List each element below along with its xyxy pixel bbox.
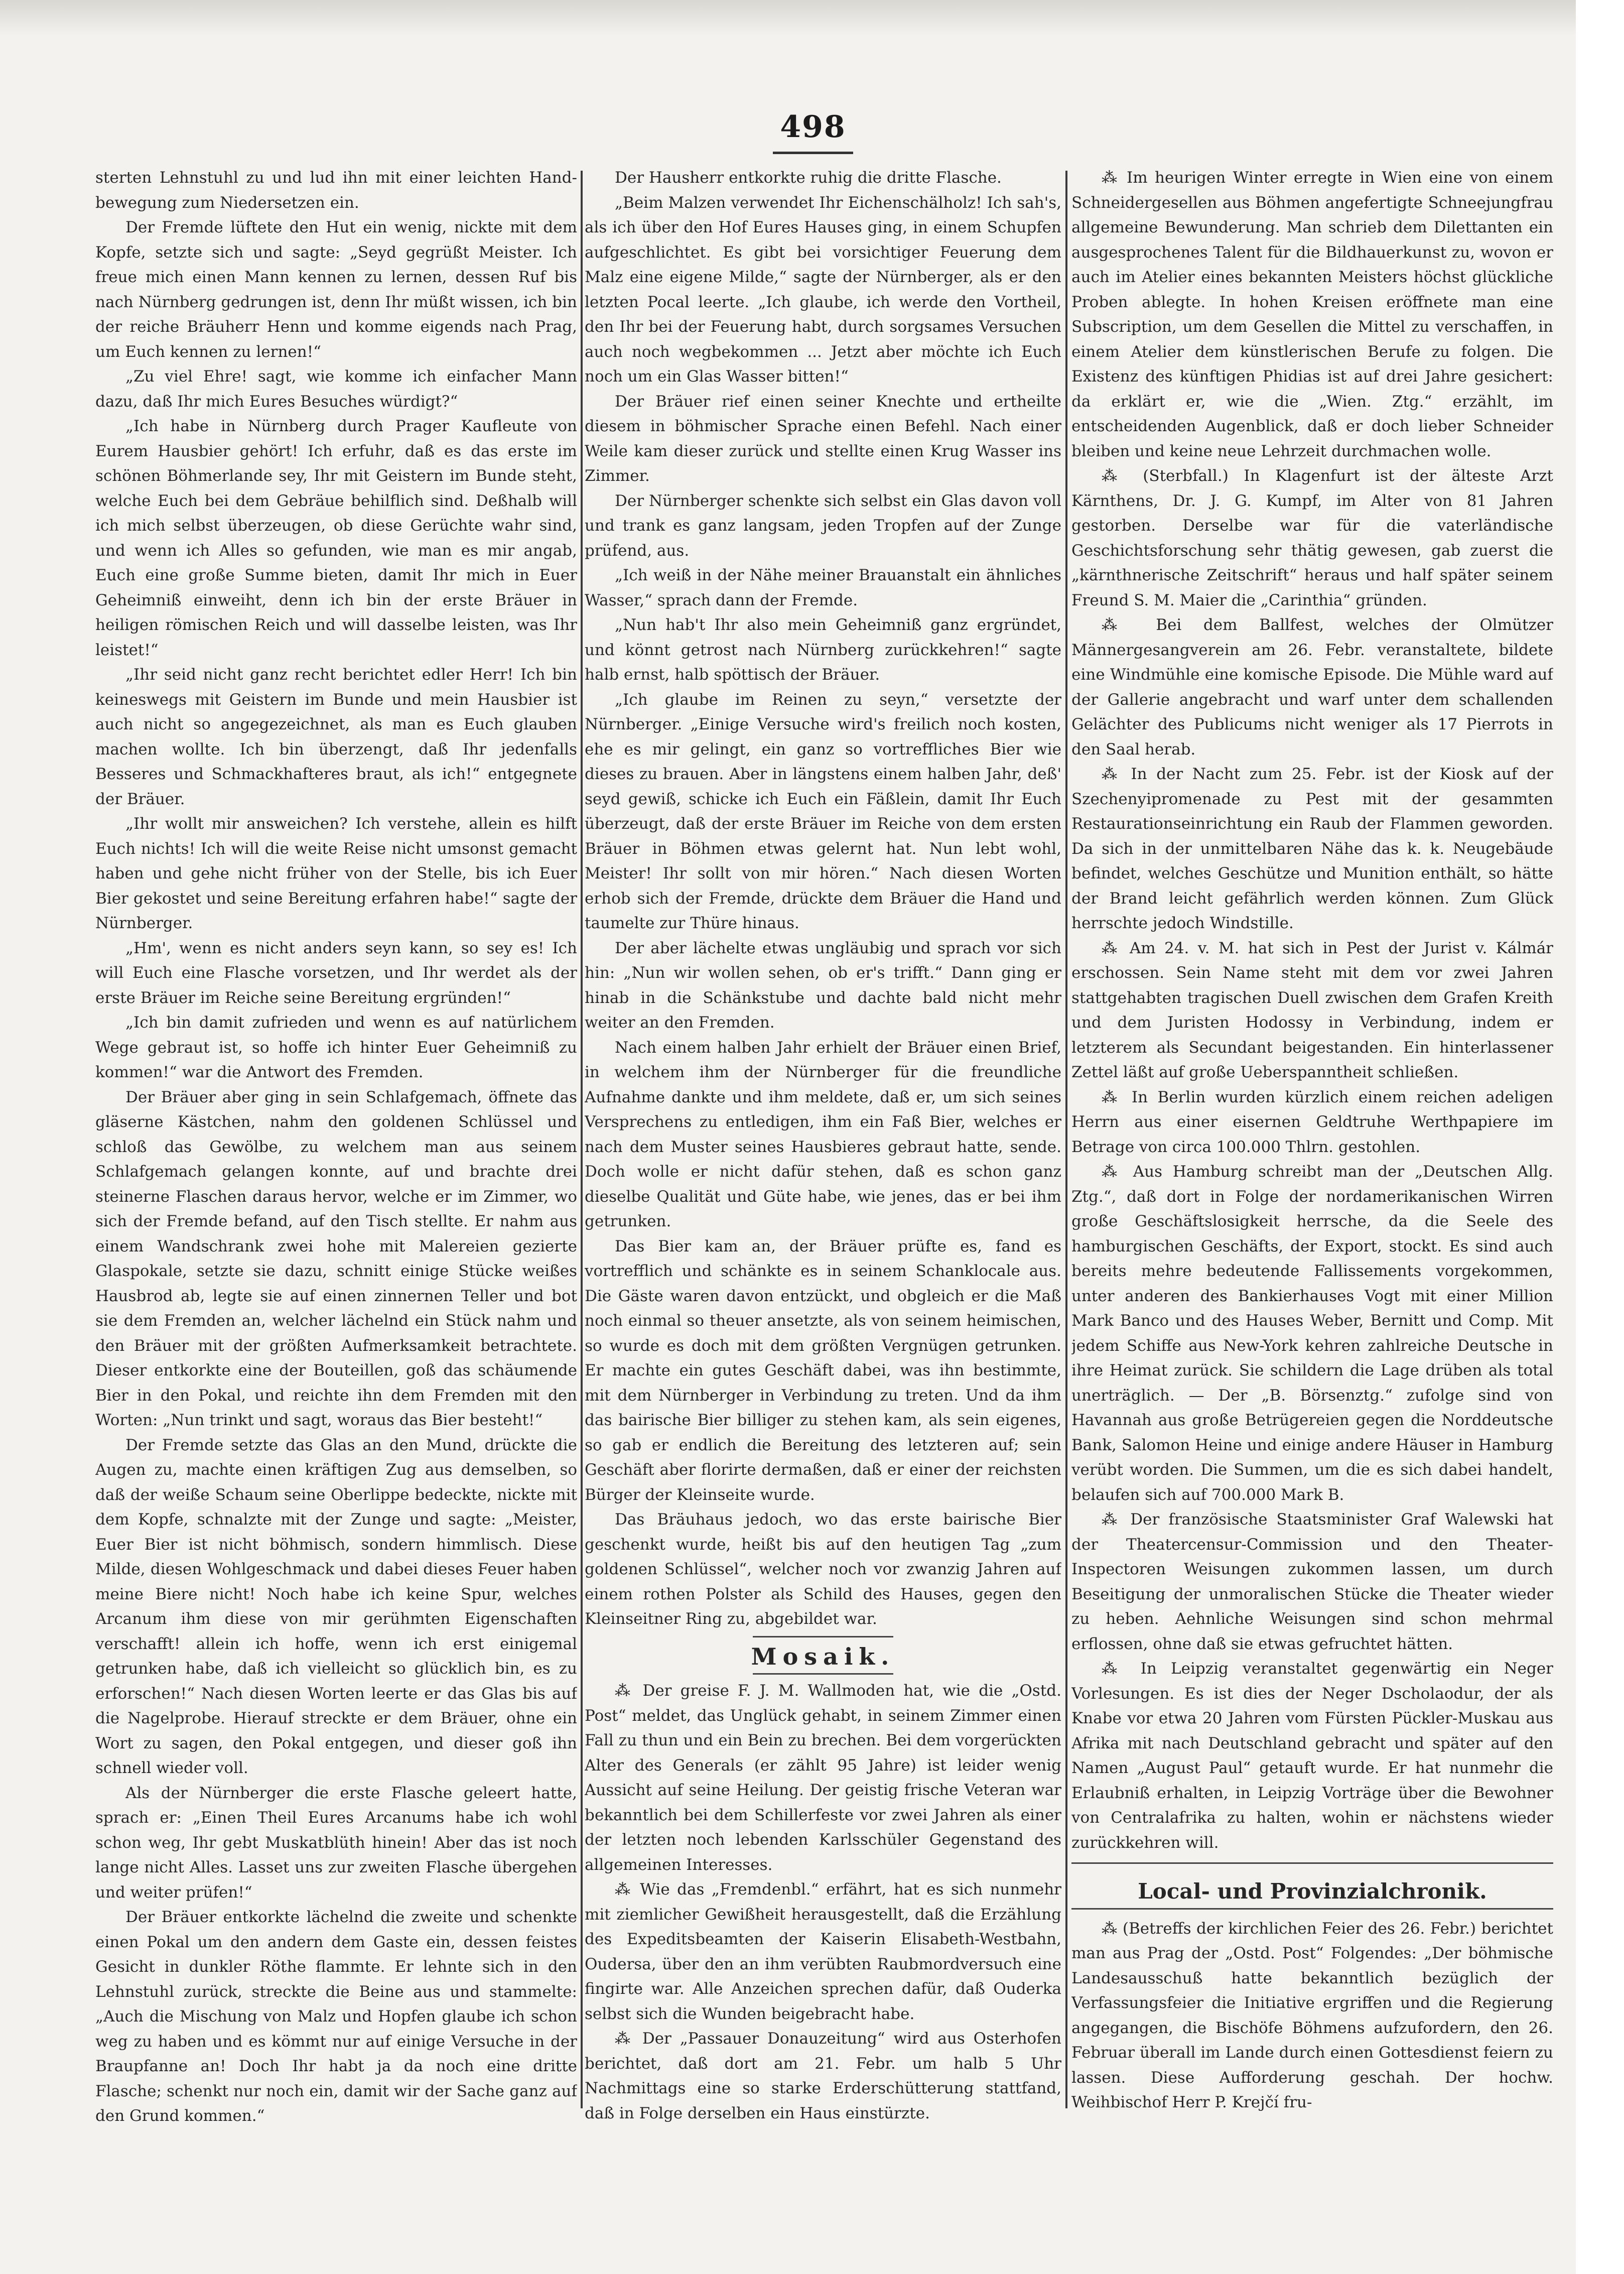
news-item: ⁂ (Betreffs der kirchlichen Feier des 26. Febr.) berichtet man aus Prag der „Ostd. Post“ Folgendes: „Der böhmische Landesausschuß hatte bekanntlich bezüglich der Verfassungsfeier die Initiative ergriffen und die Regierung angegangen, die Bischöfe Böhmens aufzufordern, den 26. Februar überall im Lande durch einen Gottesdienst feiern zu lassen. Diese Aufforderung geschah. Der hochw. Weihbischof Herr P. Krejčí fru- (1071, 1919, 1553, 2111)
news-item: ⁂ Der greise F. J. M. Wallmoden hat, wie die „Ostd. Post“ meldet, das Unglück gehabt, in seinem Zimmer einen Fall zu thun und ein Bein zu brechen. Bei dem vorgerückten Alter des Generals (er zählt 95 Jahre) ist leider wenig Aussicht auf seine Heilung. Der geistig frische Veteran war bekanntlich bei dem Schillerfeste vor zwei Jahren als einer der letzten noch lebenden Karlsschüler Gegenstand des allgemeinen Interesses. (585, 1682, 1061, 1874)
paragraph: sterten Lehnstuhl zu und lud ihn mit einer leichten Hand-bewegung zum Niedersetzen ein. (95, 169, 577, 212)
section-rule (1071, 1908, 1553, 1910)
paragraph: Nach einem halben Jahr erhielt der Bräuer einen Brief, in welchem ihm der Nürnberger für die freundliche Aufnahme dankte und ihm meldete, daß er, um sich seines Versprechens zu entledigen, ihm ein Faß Bier, welches er nach dem Muster seines Hausbieres gebraut hatte, sende. Doch wolle er nicht dafür stehen, daß es schon ganz dieselbe Qualität und Güte habe, wie jenes, das er bei ihm getrunken. (585, 1038, 1061, 1230)
section-rule (1071, 1862, 1553, 1864)
paragraph: Der Bräuer entkorkte lächelnd die zweite und schenkte einen Pokal um den andern dem Gaste ein, dessen feistes Gesicht in dunkler Röthe flammte. Er lehnte sich in den Lehnstuhl zurück, streckte die Beine aus und stammelte: „Auch die Mischung von Malz und Hopfen glaube ich schon weg zu haben und es kömmt nur auf einige Versuche in der Braupfanne an! Doch Ihr habt ja da noch eine dritte Flasche; schenkt nur noch ein, damit wir der Sache ganz auf den Grund kommen.“ (95, 1908, 577, 2125)
news-item: ⁂ Im heurigen Winter erregte in Wien eine von einem Schneidergesellen aus Böhmen angefertigte Schneejungfrau allgemeine Bewunderung. Man schrieb dem Dilettanten ein ausgesprochenes Talent für die Bildhauerkunst zu, wovon er auch im Atelier eines bekannten Meisters höchst glückliche Proben ablegte. In hohen Kreisen eröffnete man eine Subscription, um dem Gesellen die Mittel zu verschaffen, in einem Atelier dem künstlerischen Berufe zu folgen. Die Existenz des künftigen Phidias ist auf drei Jahre gesichert: da erklärt er, wie die „Wien. Ztg.“ erzählt, im entscheidenden Augenblick, daß er doch lieber Schneider bleiben und keine neue Lehrzeit durchmachen wolle. (1071, 169, 1553, 460)
section-rule (753, 1636, 893, 1637)
page-number-underline (773, 152, 853, 154)
news-item: ⁂ Am 24. v. M. hat sich in Pest der Jurist v. Kálmár erschossen. Sein Name steht mit dem vor zwei Jahren stattgehabten tragischen Duell zwischen dem Grafen Kreith und dem Juristen Hodossy in Verbindung, indem er letzterem als Secundant beigestanden. Ein hinterlassener Zettel läßt auf große Ueberspanntheit schließen. (1071, 939, 1553, 1081)
news-item: ⁂ Aus Hamburg schreibt man der „Deutschen Allg. Ztg.“, daß dort in Folge der nordamerikanischen Wirren große Geschäftslosigkeit herrsche, da die Seele des hamburgischen Geschäfts, der Export, stockt. Es sind auch bereits mehre bedeutende Fallissements vorgekommen, unter anderen des Bankierhauses Vogt mit einer Million Mark Banco und des Hauses Weber, Bernitt und Comp. Mit jedem Schiffe aus New-York kehren zahlreiche Deutsche in ihre Heimat zurück. Sie schildern die Lage drüben als total unerträglich. — Der „B. Börsenztg.“ zufolge sind von Havannah aus große Betrügereien gegen die Norddeutsche Bank, Salomon Heine und einige andere Häuser in Hamburg verübt worden. Die Summen, um die es sich dabei handelt, belaufen sich auf 700.000 Mark B. (1071, 1163, 1553, 1504)
paragraph: „Nun hab't Ihr also mein Geheimniß ganz ergründet, und könnt getrost nach Nürnberg zurückkehren!“ sagte halb ernst, halb spöttisch der Bräuer. (585, 616, 1061, 684)
news-item: ⁂ (Sterbfall.) In Klagenfurt ist der älteste Arzt Kärnthens, Dr. J. G. Kumpf, im Alter von 81 Jahren gestorben. Derselbe war für die vaterländische Geschichtsforschung sehr thätig gewesen, gab zuerst die „kärnthnerische Zeitschrift“ heraus und half später seinem Freund S. M. Maier die „Carinthia“ gründen. (1071, 467, 1553, 609)
paragraph: Der Fremde lüftete den Hut ein wenig, nickte mit dem Kopfe, setzte sich und sagte: „Seyd gegrüßt Meister. Ich freue mich einen Mann kennen zu lernen, dessen Ruf bis nach Nürnberg gedrungen ist, denn Ihr müßt wissen, ich bin der reiche Bräuherr Henn und komme eigends nach Prag, um Euch kennen zu lernen!“ (95, 218, 577, 361)
paragraph: Das Bräuhaus jedoch, wo das erste bairische Bier geschenkt wurde, heißt bis auf den heutigen Tag „zum goldenen Schlüssel“, welcher noch vor zwanzig Jahren auf einem rothen Polster als Schild des Hauses, gegen den Kleinseitner Ring zu, abgebildet war. (585, 1510, 1061, 1628)
news-item: ⁂ Der „Passauer Donauzeitung“ wird aus Osterhofen berichtet, daß dort am 21. Febr. um halb 5 Uhr Nachmittags eine so starke Erderschütterung stattfand, daß in Folge derselben ein Haus einstürzte. (585, 2030, 1061, 2122)
news-item: ⁂ Wie das „Fremdenbl.“ erfährt, hat es sich nunmehr mit ziemlicher Gewißheit herausgestellt, daß die Erzählung des Expeditsbeamten der Kaiserin Elisabeth-Westbahn, Oudersa, über den an ihm verübten Raubmordversuch eine fingirte war. Alle Anzeichen sprechen dafür, daß Ouderka selbst sich die Wunden beigebracht habe. (585, 1880, 1061, 2023)
paragraph: „Ich bin damit zufrieden und wenn es auf natürlichem Wege gebraut ist, so hoffe ich hinter Euer Geheimniß zu kommen!“ war die Antwort des Fremden. (95, 1014, 577, 1081)
news-item: ⁂ In der Nacht zum 25. Febr. ist der Kiosk auf der Szechenyipromenade zu Pest mit der gesammten Restaurationseinrichtung ein Raub der Flammen geworden. Da sich in der unmittelbaren Nähe das k. k. Neugebäude befindet, welches Geschütze und Munition enthält, so hätte der Brand leicht gefährlich werden können. Zum Glück herrschte jedoch Windstille. (1071, 765, 1553, 932)
column-divider-2 (1065, 171, 1067, 2108)
page-edge (1576, 0, 1624, 2274)
paragraph: Der Nürnberger schenkte sich selbst ein Glas davon voll und trank es ganz langsam, jeden Tropfen auf der Zunge prüfend, aus. (585, 491, 1061, 560)
news-item: ⁂ Bei dem Ballfest, welches der Olmützer Männergesangverein am 26. Febr. veranstaltete, bildete eine Windmühle eine komische Episode. Die Mühle ward auf der Gallerie angebracht und warf unter dem schallenden Gelächter des Publicums nicht weniger als 17 Pierrots in den Saal herab. (1071, 616, 1553, 759)
paragraph: Der Fremde setzte das Glas an den Mund, drückte die Augen zu, machte einen kräftigen Zug aus demselben, so daß der weiße Schaum seine Oberlippe bedeckte, nickte mit dem Kopfe, schnalzte mit der Zunge und sagte: „Meister, Euer Bier ist nicht böhmisch, sondern himmlisch. Diese Milde, diesen Wohlgeschmack und dabei dieses Feuer haben meine Biere nicht! Noch habe ich keine Spur, welches Arcanum ihm diese von mir gerühmten Eigenschaften verschafft! allein ich hoffe, wenn ich erst einigemal getrunken habe, daß ich vielleicht so glücklich bin, es zu erforschen!“ Nach diesen Worten leerte er das Glas bis auf die Nagelprobe. Hierauf streckte er dem Bräuer, ohne ein Wort zu sagen, den Pokal entgegen, und dieser goß ihn schnell wieder voll. (95, 1436, 577, 1777)
news-item: ⁂ Der französische Staatsminister Graf Walewski hat der Theatercensur-Commission und den Theater-Inspectoren Weisungen zukommen lassen, um durch Beseitigung der unmoralischen Stücke die Theater wieder zu heben. Aehnliche Weisungen sind schon mehrmal erflossen, ohne daß sie etwas gefruchtet hätten. (1071, 1510, 1553, 1653)
paragraph: „Ich habe in Nürnberg durch Prager Kaufleute von Eurem Hausbier gehört! Ich erfuhr, daß es das erste im schönen Böhmerlande sey, Ihr mit Geistern im Bunde steht, welche Euch bei dem Gebräue behilflich sind. Deßhalb will ich mich selbst überzeugen, ob diese Gerüchte wahr sind, und wenn ich Alles so gefunden, wie man es mir angab, Euch eine große Summe bieten, damit Ihr mich in Euer Geheimniß einweiht, denn ich bin der erste Bräuer in heiligen römischen Reich und will dasselbe leisten, was Ihr leistet!“ (95, 417, 577, 659)
page-top-shading (0, 0, 1576, 35)
paragraph: Der Bräuer aber ging in sein Schlafgemach, öffnete das gläserne Kästchen, nahm den goldenen Schlüssel und schloß das Gewölbe, zu welchem man aus seinem Schlafgemach gelangen konnte, auf und brachte drei steinerne Flaschen daraus hervor, welche er im Zimmer, wo sich der Fremde befand, auf den Tisch stellte. Er nahm aus einem Wandschrank zwei hohe mit Malereien gezierte Glaspokale, setzte sie dazu, schnitt einige Stücke weißes Hausbrod ab, legte sie auf einen zinnernen Teller und bot sie dem Fremden an, welcher lächelnd ein Stück nahm und den Bräuer mit der größten Aufmerksamkeit betrachtete. Dieser entkorkte eine der Bouteillen, goß das schäumende Bier in den Pokal, und reichte ihn dem Fremden mit den Worten: „Nun trinkt und sagt, woraus das Bier besteht!“ (95, 1088, 577, 1429)
news-item: ⁂ In Leipzig veranstaltet gegenwärtig ein Neger Vorlesungen. Es ist dies der Neger Dscholaodur, der als Knabe vor etwa 20 Jahren vom Fürsten Pückler-Muskau aus Afrika mit nach Deutschland gebracht und später auf den Namen „August Paul“ getauft wurde. Er hat nunmehr die Erlaubniß erhalten, in Leipzig Vorträge über die Bewohner von Centralafrika zu halten, wohin er nächstens wieder zurückkehren will. (1071, 1660, 1553, 1852)
paragraph: „Zu viel Ehre! sagt, wie komme ich einfacher Mann dazu, daß Ihr mich Eures Besuches würdigt?“ (95, 367, 577, 411)
paragraph: „Ich glaube im Reinen zu seyn,“ versetzte der Nürnberger. „Einige Versuche wird's freilich noch kosten, ehe es mir gelingt, ein ganz so vortreffliches Bier wie dieses zu brauen. Aber in längstens einem halben Jahr, deß' seyd gewiß, schicke ich Euch ein Fäßlein, damit Ihr Euch überzeugt, daß der erste Bräuer im Reiche von dem ersten Bräuer in Böhmen etwas gelernt hat. Nun lebt wohl, Meister! Ihr sollt von mir hören.“ Nach diesen Worten erhob sich der Fremde, drückte dem Bräuer die Hand und taumelte zur Thüre hinaus. (585, 690, 1061, 932)
paragraph: „Ihr seid nicht ganz recht berichtet edler Herr! Ich bin keineswegs mit Geistern im Bunde und mein Hausbier ist auch nicht so angegezeichnet, als man es Euch glauben machen wollte. Ich bin überzengt, daß Ihr jedenfalls Besseres und Schmackhafteres braut, als ich!“ entgegnete der Bräuer. (95, 666, 577, 808)
paragraph: „Ich weiß in der Nähe meiner Brauanstalt ein ähnliches Wasser,“ sprach dann der Fremde. (585, 566, 1061, 609)
page-number: 498 (780, 109, 846, 145)
section-heading-mosaik: Mosaik. (751, 1643, 895, 1670)
paragraph: Der Bräuer rief einen seiner Knechte und ertheilte diesem in böhmischer Sprache einen Befehl. Nach einer Weile kam dieser zurück und stellte einen Krug Wasser ins Zimmer. (585, 392, 1061, 485)
section-rule (753, 1673, 893, 1675)
paragraph: Als der Nürnberger die erste Flasche geleert hatte, sprach er: „Einen Theil Eures Arcanums habe ich wohl schon weg, Ihr gebt Muskatblüth hinein! Aber das ist noch lange nicht Alles. Lasset uns zur zweiten Flasche übergehen und weiter prüfen!“ (95, 1784, 577, 1902)
paragraph: „Hm', wenn es nicht anders seyn kann, so sey es! Ich will Euch eine Flasche vorsetzen, und Ihr werdet als der erste Bräuer im Reiche seine Bereitung ergründen!“ (95, 939, 577, 1007)
section-heading-local-chronicle: Local- und Provinzialchronik. (1138, 1879, 1487, 1904)
paragraph: Das Bier kam an, der Bräuer prüfte es, fand es vortrefflich und schänkte es in seinem Schanklocale aus. Die Gäste waren davon entzückt, und obgleich er die Maß noch einmal so theuer ansetzte, als von seinem heimischen, so wurde es doch mit dem größten Vergnügen getrunken. Er machte ein gutes Geschäft dabei, was ihn bestimmte, mit dem Nürnberger in Verbindung zu treten. Und da ihm das bairische Bier billiger zu stehen kam, als sein eigenes, so gab er endlich die Bereitung des letzteren auf; sein Geschäft aber florirte dermaßen, daß er einer der reichsten Bürger der Kleinseite wurde. (585, 1237, 1061, 1504)
column-divider-1 (581, 171, 583, 2108)
news-item: ⁂ In Berlin wurden kürzlich einem reichen adeligen Herrn aus einer eisernen Geldtruhe Werthpapiere im Betrage von circa 100.000 Thlrn. gestohlen. (1071, 1088, 1553, 1156)
paragraph: „Beim Malzen verwendet Ihr Eichenschälholz! Ich sah's, als ich über den Hof Eures Hauses ging, in einem Schupfen aufgeschlichtet. Es gibt bei vorsichtiger Feuerung dem Malz eine eigene Milde,“ sagte der Nürnberger, als er den letzten Pocal leerte. „Ich glaube, ich werde den Vortheil, den Ihr bei der Feuerung habt, durch sorgsames Versuchen auch noch wegbekommen ... Jetzt aber möchte ich Euch noch um ein Glas Wasser bitten!“ (585, 193, 1061, 386)
paragraph: Der Hausherr entkorkte ruhig die dritte Flasche. (615, 169, 1002, 187)
paragraph: „Ihr wollt mir answeichen? Ich verstehe, allein es hilft Euch nichts! Ich will die weite Reise nicht umsonst gemacht haben und gehe nicht früher von der Stelle, bis ich Euer Bier gekostet und seine Bereitung erfahren habe!“ sagte der Nürnberger. (95, 815, 577, 932)
paragraph: Der aber lächelte etwas ungläubig und sprach vor sich hin: „Nun wir wollen sehen, ob er's trifft.“ Dann ging er hinab in die Schänkstube und dachte bald nicht mehr weiter an den Fremden. (585, 939, 1061, 1032)
column-middle (585, 166, 1061, 2239)
column-left (95, 166, 577, 2239)
column-right (1071, 166, 1553, 2239)
